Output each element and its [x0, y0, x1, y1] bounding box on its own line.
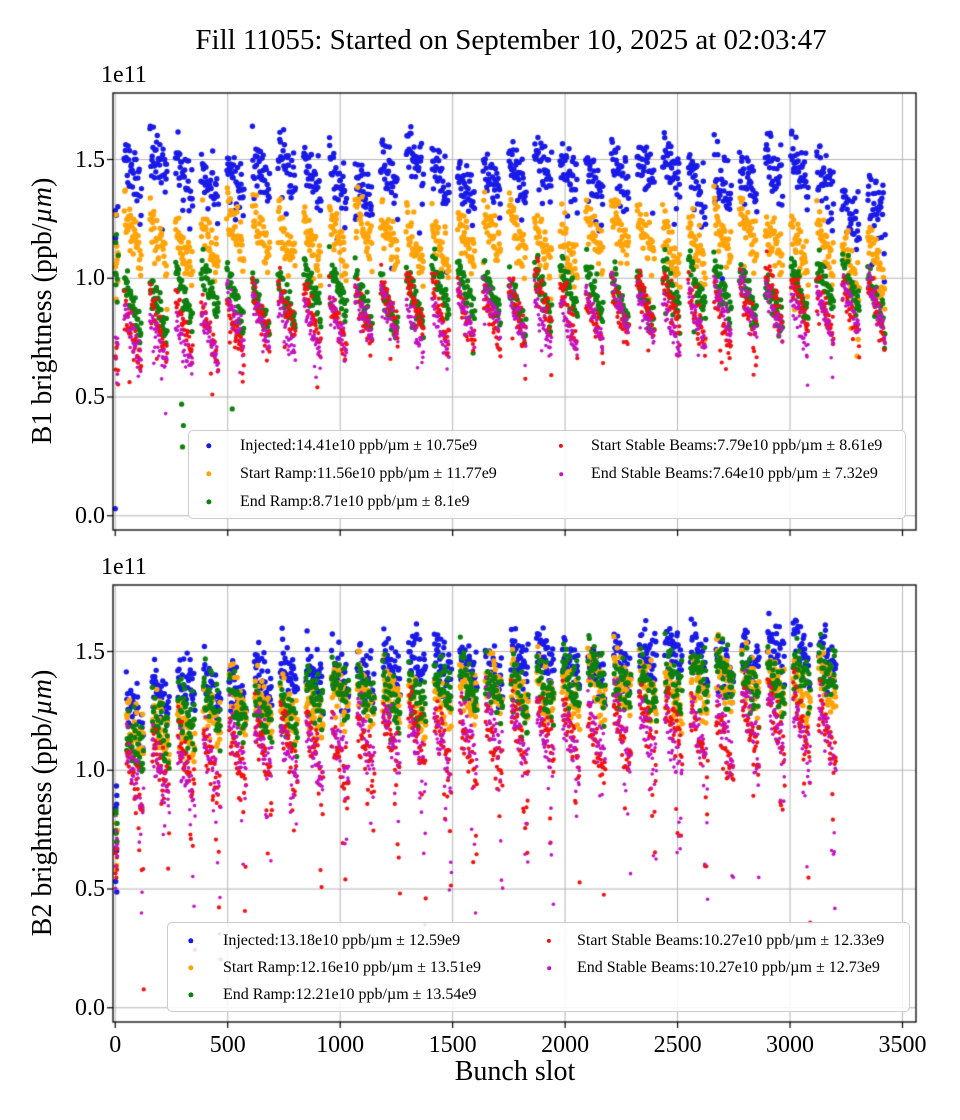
xlabel: Bunch slot: [454, 1056, 576, 1087]
b2-ylabel-close: ): [27, 669, 58, 680]
legend-marker-dot: [547, 939, 551, 943]
b1-ylabel-text: B1 brightness (ppb/: [27, 223, 58, 445]
legend-label: Start Stable Beams:7.79e10 ppb/µm ± 8.61e9: [591, 437, 883, 454]
legend-label: Injected:14.41e10 ppb/µm ± 10.75e9: [240, 437, 478, 454]
b1-legend: [188, 430, 906, 519]
b2-ylabel-mu: µm: [27, 679, 58, 716]
legend-marker-dot: [559, 444, 563, 448]
xtick-label: 3500: [878, 1032, 927, 1058]
xtick-label: 2000: [541, 1032, 590, 1058]
xtick-label: 500: [209, 1032, 246, 1058]
b2-ytick-label: 0.5: [75, 876, 105, 902]
legend-label: Start Stable Beams:10.27e10 ppb/µm ± 12.33e9: [577, 932, 885, 949]
legend-label: End Stable Beams:7.64e10 ppb/µm ± 7.32e9: [591, 465, 878, 482]
legend-marker-dot: [206, 471, 211, 476]
legend-label: Injected:13.18e10 ppb/µm ± 12.59e9: [223, 932, 461, 949]
legend-marker-dot: [188, 992, 193, 997]
xtick-label: 0: [109, 1032, 122, 1058]
b2-ytick-label: 1.0: [75, 757, 105, 784]
legend-label: Start Ramp:12.16e10 ppb/µm ± 13.51e9: [223, 959, 481, 976]
b2-axis-offset-label: 1e11: [101, 554, 147, 580]
b1-ylabel-mu: µm: [27, 187, 58, 224]
b1-ytick-label: 1.5: [75, 146, 105, 173]
xtick-label: 1000: [316, 1032, 365, 1058]
legend-label: Start Ramp:11.56e10 ppb/µm ± 11.77e9: [240, 465, 497, 482]
xtick-label: 2500: [653, 1032, 702, 1058]
legend-marker-dot: [206, 443, 211, 448]
figure-title: Fill 11055: Started on September 10, 2025 at 02:03:47: [195, 24, 827, 56]
xtick-label: 1500: [428, 1032, 477, 1058]
b1-axis-offset-label: 1e11: [101, 62, 147, 88]
b2-ylabel-text: B2 brightness (ppb/: [27, 715, 58, 937]
b2-ytick-label: 1.5: [75, 638, 105, 665]
legend-marker-dot: [559, 472, 563, 476]
b1-ylabel-close: ): [27, 177, 58, 188]
b1-ytick-label: 0.0: [75, 502, 105, 529]
legend-label: End Ramp:12.21e10 ppb/µm ± 13.54e9: [223, 986, 477, 1003]
legend-marker-dot: [188, 965, 193, 970]
b2-ytick-label: 0.0: [75, 994, 105, 1021]
legend-marker-dot: [547, 966, 551, 970]
legend-label: End Stable Beams:10.27e10 ppb/µm ± 12.73e9: [577, 959, 880, 976]
b1-ytick-label: 1.0: [75, 265, 105, 292]
legend-label: End Ramp:8.71e10 ppb/µm ± 8.1e9: [240, 493, 470, 510]
b1-ytick-label: 0.5: [75, 384, 105, 410]
legend-marker-dot: [188, 938, 193, 943]
b2-legend: [167, 922, 910, 1012]
legend-marker-dot: [206, 499, 211, 504]
xtick-label: 3000: [766, 1032, 815, 1058]
